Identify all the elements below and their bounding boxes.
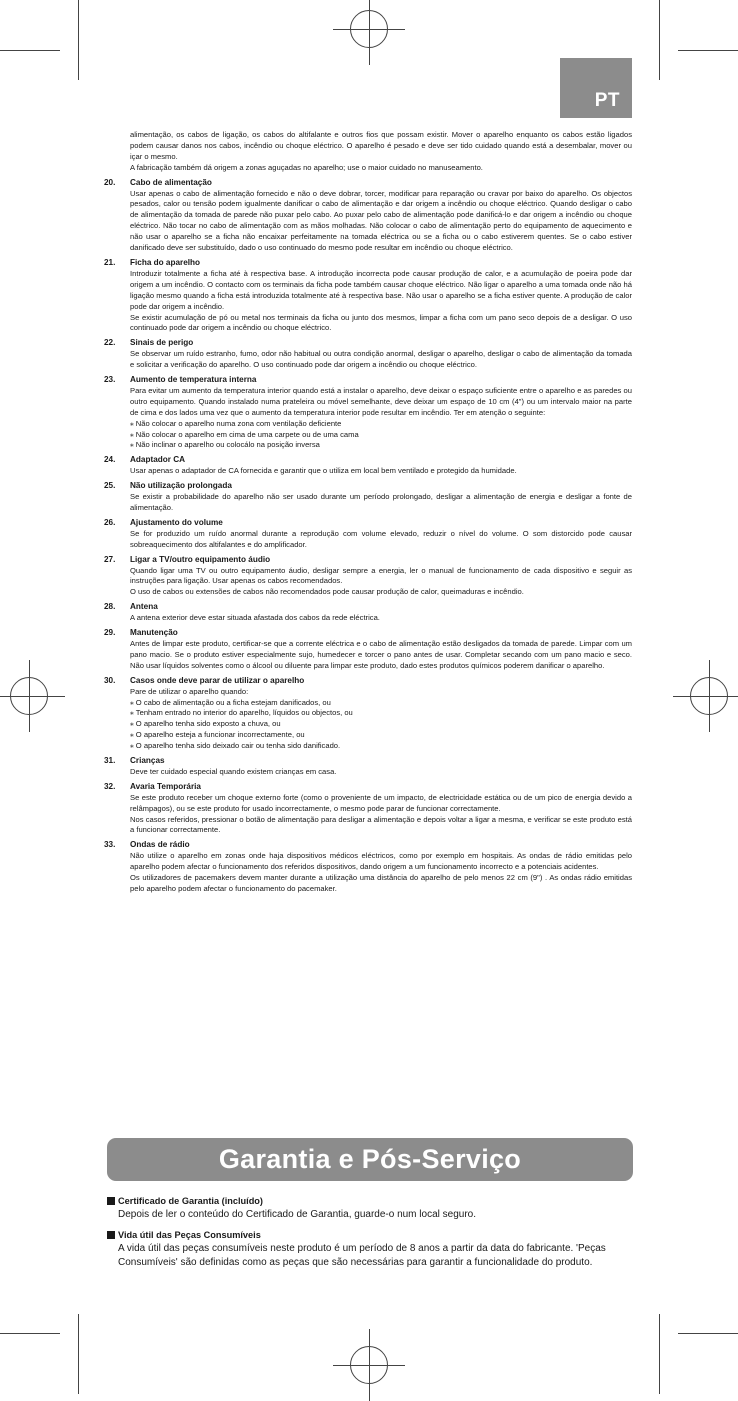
item-paragraph: Quando ligar uma TV ou outro equipamento áudio, desligar sempre a energia, ler o manual de funcionamento de cada dispositivo e seguir as instruções para ligação. Usar apenas os cabos recomendados. xyxy=(130,565,632,586)
warranty-heading-text: Certificado de Garantia (incluído) xyxy=(118,1196,263,1206)
safety-item xyxy=(104,481,632,514)
warranty-section xyxy=(107,1194,627,1276)
item-paragraph: Se existir acumulação de pó ou metal nos terminais da ficha ou junto dos mesmos, limpar a ficha com um pano seco depois de a desligar. O uso continuado pode dar origem a incêndio ou choque eléctrico. xyxy=(130,312,632,333)
warranty-heading xyxy=(107,1228,627,1242)
item-paragraph: Se observar um ruído estranho, fumo, odor não habitual ou outra condição anormal, desligar o aparelho, desligar o cabo de alimentação da tomada e solicitar a verificação do aparelho. O uso continuado pode dar origem a incêndio ou choque eléctrico. xyxy=(130,349,632,370)
item-number: 20. xyxy=(104,177,116,187)
paragraph: alimentação, os cabos de ligação, os cabos do altifalante e outros fios que possam existir. Mover o aparelho enquanto os cabos estão ligados podem causar danos nos cabos, incêndio ou choque eléctrico. O aparelho é pesado e deve ser tido cuidado quando está a desembalar, mover ou içar o mesmo. xyxy=(130,130,632,161)
item-title: Cabo de alimentação xyxy=(130,177,212,187)
safety-item xyxy=(104,676,632,752)
safety-items xyxy=(104,178,632,895)
item-number: 33. xyxy=(104,840,116,850)
registration-mark-left xyxy=(10,677,48,715)
item-paragraph: A antena exterior deve estar situada afastada dos cabos da rede eléctrica. xyxy=(130,613,380,623)
item-title: Antena xyxy=(130,602,158,612)
item-paragraph: Pare de utilizar o aparelho quando: xyxy=(130,686,249,696)
item-title: Ondas de rádio xyxy=(130,840,190,850)
item-paragraph: Deve ter cuidado especial quando existem crianças em casa. xyxy=(130,766,337,776)
item-title: Ajustamento do volume xyxy=(130,517,223,527)
item-title: Não utilização prolongada xyxy=(130,481,232,491)
item-number: 25. xyxy=(104,481,116,491)
paragraph: A fabricação também dá origem a zonas aguçadas no aparelho; use o maior cuidado no manuseamento. xyxy=(130,162,483,172)
item-number: 32. xyxy=(104,781,116,791)
safety-item xyxy=(104,375,632,451)
registration-mark-top xyxy=(350,10,388,48)
item-number: 23. xyxy=(104,375,116,385)
item-paragraph: Se existir a probabilidade do aparelho não ser usado durante um período prolongado, desligar a alimentação de energia e desligar a fonte de alimentação. xyxy=(130,492,632,512)
item-title: Adaptador CA xyxy=(130,455,186,465)
language-tab: PT xyxy=(560,58,632,118)
item-paragraph: Usar apenas o adaptador de CA fornecida e garantir que o utiliza em local bem ventilado e protegido da humidade. xyxy=(130,466,517,476)
safety-item xyxy=(104,782,632,837)
safety-instructions xyxy=(104,130,632,895)
item-paragraph: Para evitar um aumento da temperatura interior quando está a instalar o aparelho, deve deixar o espaço suficiente entre o aparelho e as paredes ou outro equipamento. Quando instalado numa prateleira ou móvel semelhante, deve deixar um espaço de 10 cm (4") ou um intervalo maior na parte de cima e dos lados uma vez que o aumento da temperatura interior pode resultar em incêndio. Ter em atenção o seguinte: xyxy=(130,385,632,417)
item-number: 27. xyxy=(104,554,116,564)
item-number: 21. xyxy=(104,257,116,267)
safety-item xyxy=(104,756,632,778)
crop-mark xyxy=(0,50,60,51)
item-title: Manutenção xyxy=(130,628,178,638)
item-number: 30. xyxy=(104,675,116,685)
crop-mark xyxy=(678,1333,738,1334)
safety-item xyxy=(104,555,632,599)
item-title: Sinais de perigo xyxy=(130,338,194,348)
item-number: 22. xyxy=(104,338,116,348)
crop-mark xyxy=(678,50,738,51)
bullet-item: ⁎ O aparelho tenha sido exposto a chuva, ou xyxy=(130,719,632,730)
registration-mark-bottom xyxy=(350,1346,388,1384)
bullet-item: ⁎ O aparelho tenha sido deixado cair ou tenha sido danificado. xyxy=(130,741,632,752)
item-title: Crianças xyxy=(130,756,165,766)
item-paragraph: Os utilizadores de pacemakers devem manter durante a utilização uma distância do aparelho de pelo menos 22 cm (9") . As ondas rádio emitidas pelo aparelho podem afectar o funcionamento do pacemaker. xyxy=(130,873,632,893)
item-number: 26. xyxy=(104,517,116,527)
item-title: Aumento de temperatura interna xyxy=(130,375,257,385)
item-title: Ficha do aparelho xyxy=(130,257,201,267)
safety-item xyxy=(104,840,632,895)
safety-item xyxy=(104,258,632,334)
item-paragraph: Se for produzido um ruído anormal durante a reprodução com volume elevado, reduzir o nível do volume. O som distorcido pode causar sobreaquecimento dos altifalantes e do amplificador. xyxy=(130,528,632,549)
item-paragraph: Nos casos referidos, pressionar o botão de alimentação para desligar a alimentação e depois voltar a ligar a mesma, e verificar se este produto está a funcionar correctamente. xyxy=(130,814,632,835)
safety-item xyxy=(104,178,632,254)
bullet-item: ⁎ O cabo de alimentação ou a ficha estejam danificados, ou xyxy=(130,698,632,709)
item-paragraph: Antes de limpar este produto, certificar-se que a corrente eléctrica e o cabo de alimentação estão desligados da tomada de parede. Limpar com um pano macio. Se o produto estiver especialmente sujo, humedecer e torcer o pano antes de usar. Completar secando com um pano macio e seco. Não usar líquidos solventes como o álcool ou diluente para limpar este produto, dado estes produtos químicos poderem danificar o aparelho. xyxy=(130,638,632,670)
item-number: 31. xyxy=(104,756,116,766)
crop-mark xyxy=(78,0,79,80)
item-number: 28. xyxy=(104,602,116,612)
crop-mark xyxy=(78,1314,79,1394)
crop-mark xyxy=(659,1314,660,1394)
item-title: Avaria Temporária xyxy=(130,781,201,791)
crop-mark xyxy=(0,1333,60,1334)
item-paragraph: Não utilize o aparelho em zonas onde haja dispositivos médicos eléctricos, como por exemplo em hospitais. As ondas de rádio emitidas pelo aparelho podem afectar o funcionamento dos referidos dispositivos, dando origem a um funcionamento incorrecto e a potenciais acidentes. xyxy=(130,851,632,872)
warranty-body: Depois de ler o conteúdo do Certificado de Garantia, guarde-o num local seguro. xyxy=(118,1209,476,1220)
safety-item xyxy=(104,602,632,624)
item-number: 24. xyxy=(104,455,116,465)
section-banner: Garantia e Pós-Serviço xyxy=(107,1138,633,1181)
intro-text xyxy=(104,130,632,174)
bullet-item: ⁎ Tenham entrado no interior do aparelho, líquidos ou objectos, ou xyxy=(130,708,632,719)
safety-item xyxy=(104,455,632,477)
square-bullet-icon xyxy=(107,1231,115,1239)
item-number: 29. xyxy=(104,628,116,638)
safety-item xyxy=(104,518,632,551)
registration-mark-right xyxy=(690,677,728,715)
item-paragraph: O uso de cabos ou extensões de cabos não recomendados pode causar produção de calor, queimaduras e incêndio. xyxy=(130,587,524,597)
warranty-body: A vida útil das peças consumíveis neste produto é um período de 8 anos a partir da data do fabricante. 'Peças Consumíveis' são definidas como as peças que são necessárias para garantir a funcionalidade do produto. xyxy=(118,1243,606,1268)
item-paragraph: Introduzir totalmente a ficha até à respectiva base. A introdução incorrecta pode causar produção de calor, e a acumulação de poeira pode dar origem a um incêndio. O contacto com os terminais da ficha pode também causar choque eléctrico. Não ligar o aparelho a uma tomada onde não há ligação mesmo quando a ficha está introduzida totalmente até à respectiva base. Não usar o aparelho se a ficha estiver quente. A produção de calor pode dar origem a incêndio. xyxy=(130,268,632,311)
bullet-item: ⁎ Não inclinar o aparelho ou colocálo na posição inversa xyxy=(130,440,632,451)
item-title: Ligar a TV/outro equipamento áudio xyxy=(130,554,271,564)
warranty-heading-text: Vida útil das Peças Consumíveis xyxy=(118,1230,261,1240)
warranty-heading xyxy=(107,1194,627,1208)
item-title: Casos onde deve parar de utilizar o aparelho xyxy=(130,675,305,685)
item-paragraph: Se este produto receber um choque externo forte (como o proveniente de um impacto, de electricidade estática ou de um pico de energia devido a relâmpagos), ou se este produto for usado incorrectamente, o mesmo pode parar de funcionar correctamente. xyxy=(130,792,632,813)
square-bullet-icon xyxy=(107,1197,115,1205)
safety-item xyxy=(104,628,632,672)
crop-mark xyxy=(659,0,660,80)
bullet-item: ⁎ Não colocar o aparelho em cima de uma carpete ou de uma cama xyxy=(130,430,632,441)
bullet-item: ⁎ O aparelho esteja a funcionar incorrectamente, ou xyxy=(130,730,632,741)
bullet-item: ⁎ Não colocar o aparelho numa zona com ventilação deficiente xyxy=(130,419,632,430)
item-paragraph: Usar apenas o cabo de alimentação fornecido e não o deve dobrar, torcer, modificar para reparação ou cravar por baixo do aparelho. Os objectos pesados, calor ou tensão podem igualmente danificar o cabo de alimentação e dar origem a incêndio ou choque eléctrico. Quando desligar o cabo de alimentação da tomada de parede não puxar pelo cabo. Ao puxar pelo cabo de alimentação pode danificá-lo e dar origem a incêndio ou choque eléctrico. Não tocar no cabo de alimentação com as mãos molhadas. Não colocar o cabo de alimentação perto do equipamento de aquecimento e não usar o aparelho se a ficha não encaixar perfeitamente na tomada eléctrica ou se a ficha ou o cabo estiverem quentes. Se o cabo estiver danificado deve ser substituído, dado o uso continuado do mesmo pode resultar em incêndio ou choque eléctrico. xyxy=(130,188,632,253)
safety-item xyxy=(104,338,632,371)
